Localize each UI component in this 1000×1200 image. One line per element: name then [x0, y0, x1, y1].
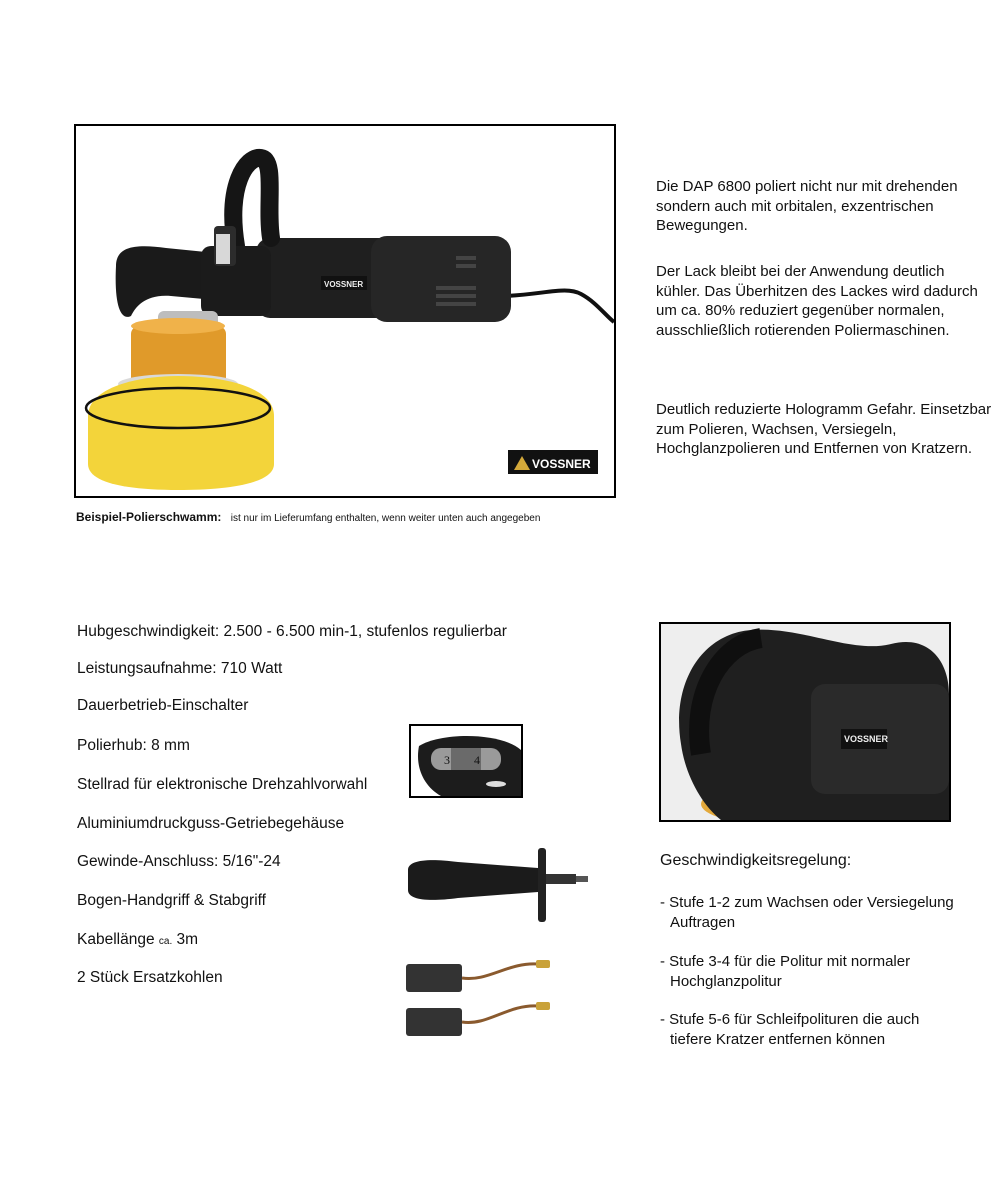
spec-brushes: 2 Stück Ersatzkohlen — [77, 969, 223, 986]
closeup-image — [659, 622, 951, 822]
product-image-polisher — [74, 124, 616, 498]
description-paragraph-1: Die DAP 6800 poliert nicht nur mit drehenden sondern auch mit orbitalen, exzentrischen Bewegungen. — [656, 178, 958, 234]
logo-brand-text: VOSSNER — [532, 457, 591, 471]
speed-item-2 — [660, 952, 990, 991]
spec-cable-label: Kabellänge — [77, 931, 155, 948]
spec-switch: Dauerbetrieb-Einschalter — [77, 697, 249, 714]
spec-cable — [77, 931, 198, 949]
spec-thread: Gewinde-Anschluss: 5/16"-24 — [77, 853, 281, 870]
speed-item-3-line1: - Stufe 5-6 für Schleifpolituren die auch — [660, 1011, 920, 1028]
caption-note: ist nur im Lieferumfang enthalten, wenn weiter unten auch angegeben — [230, 513, 541, 524]
spec-dial: Stellrad für elektronische Drehzahlvorwahl — [77, 776, 368, 793]
spec-power: Leistungsaufnahme: 710 Watt — [77, 660, 283, 677]
dial-digit-right: 4 — [474, 753, 480, 767]
speed-item-1-line2: Auftragen — [670, 913, 736, 931]
image-caption — [76, 510, 540, 524]
speed-item-3-line2: tiefere Kratzer entfernen können — [670, 1030, 886, 1048]
speed-item-2-line1: - Stufe 3-4 für die Politur mit normaler — [660, 953, 911, 970]
spec-housing: Aluminiumdruckguss-Getriebegehäuse — [77, 815, 345, 832]
spec-grip: Bogen-Handgriff & Stabgriff — [77, 892, 266, 909]
dial-image — [409, 724, 523, 798]
speed-item-2-line2: Hochglanzpolitur — [670, 972, 782, 990]
speed-item-3 — [660, 1010, 990, 1049]
dial-digit-left: 3 — [444, 753, 450, 767]
body-brand-text: VOSSNER — [324, 280, 364, 289]
speed-control-heading: Geschwindigkeitsregelung: — [660, 852, 852, 869]
spec-cable-value: 3m — [176, 931, 199, 948]
spec-cable-ca: ca. — [158, 936, 173, 947]
speed-item-1 — [660, 893, 990, 932]
speed-item-1-line1: - Stufe 1-2 zum Wachsen oder Versiegelung — [660, 894, 954, 911]
closeup-brand-text: VOSSNER — [844, 734, 889, 744]
stick-handle-image — [398, 842, 594, 928]
description-paragraph-2: Der Lack bleibt bei der Anwendung deutlich kühler. Das Überhitzen des Lackes wird dadurch um ca. 80% reduziert gegenüber normalen, ausschließlich rotierenden Poliermaschinen. — [656, 263, 978, 339]
description-paragraph-3: Deutlich reduzierte Hologramm Gefahr. Einsetzbar zum Polieren, Wachsen, Versiegeln, Hochglanzpolieren und Entfernen von Kratzern. — [656, 401, 992, 457]
caption-bold: Beispiel-Polierschwamm: — [76, 510, 222, 524]
carbon-brushes-image — [398, 952, 558, 1044]
spec-orbit: Polierhub: 8 mm — [77, 737, 190, 754]
spec-speed: Hubgeschwindigkeit: 2.500 - 6.500 min-1, stufenlos regulierbar — [77, 623, 507, 640]
